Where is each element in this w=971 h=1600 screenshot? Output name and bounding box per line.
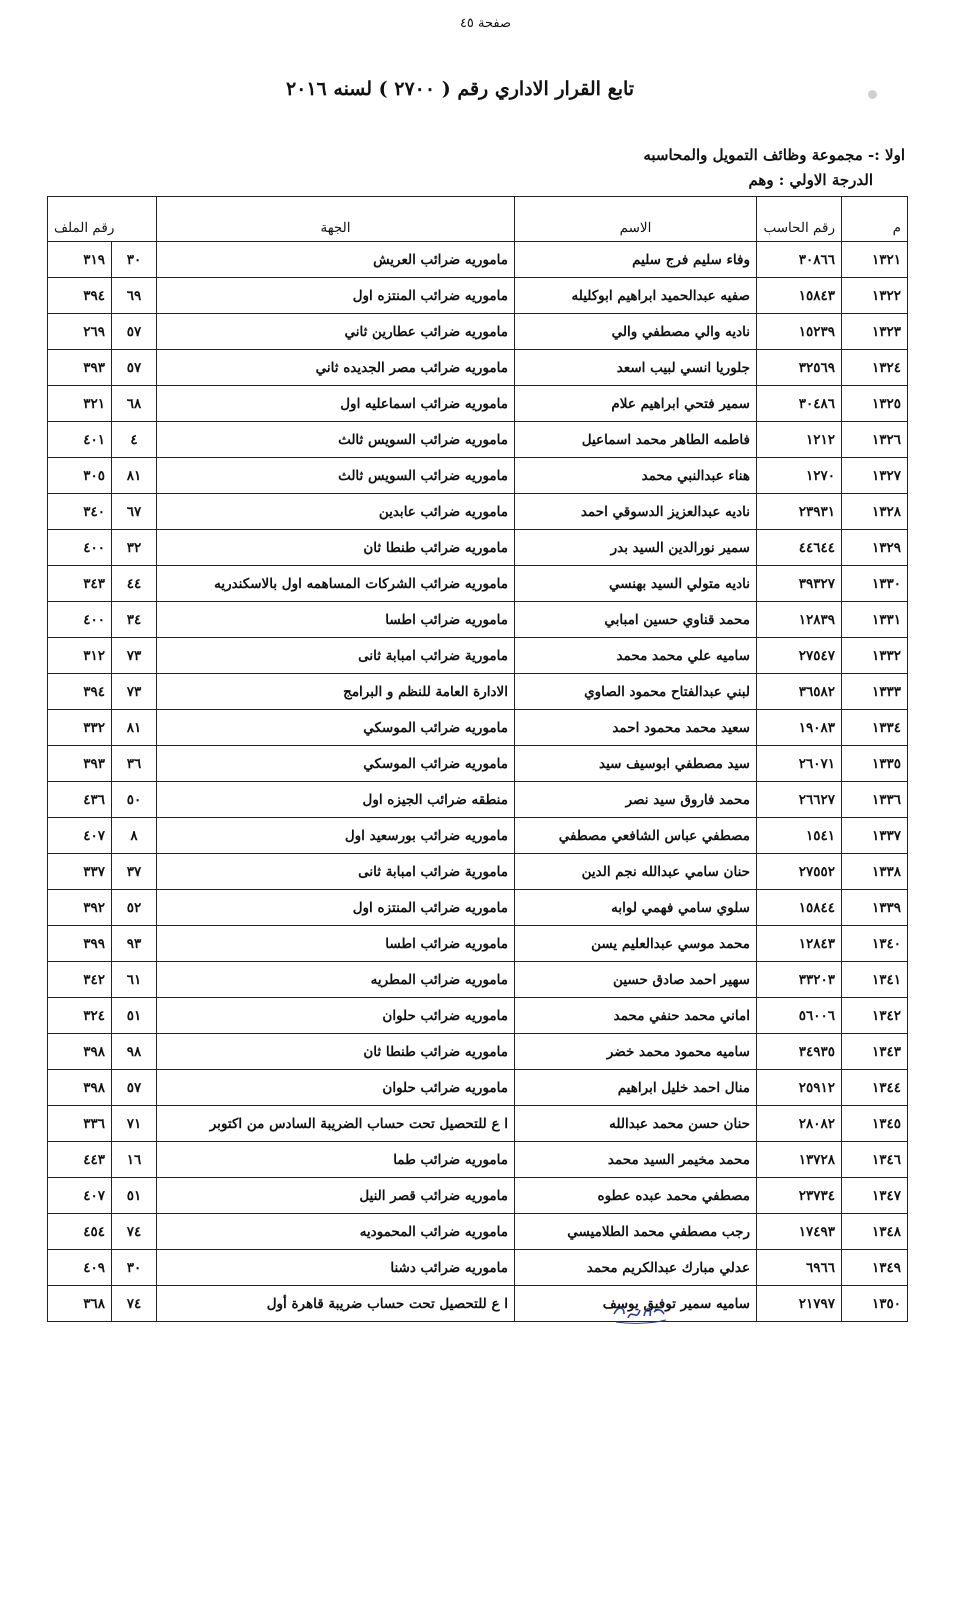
table-row: [48, 422, 908, 458]
cell-destination: مامورية ضرائب امبابة ثانى: [157, 854, 515, 890]
cell-serial: ١٣٢٦: [842, 422, 908, 458]
cell-file-number: ٣٠٥: [48, 458, 112, 494]
cell-serial: ١٣٣٠: [842, 566, 908, 602]
cell-serial: ١٣٤٧: [842, 1178, 908, 1214]
table-row: [48, 1070, 908, 1106]
cell-destination: ماموريه ضرائب الموسكي: [157, 710, 515, 746]
cell-name: حنان سامي عبدالله نجم الدين: [515, 854, 757, 890]
cell-serial: ١٣٢٧: [842, 458, 908, 494]
cell-computer-number: ٢٥٩١٢: [757, 1070, 842, 1106]
table-row: [48, 818, 908, 854]
cell-name: ساميه سمير توفيق يوسف: [515, 1286, 757, 1322]
cell-computer-number: ٢٣٩٣١: [757, 494, 842, 530]
cell-serial: ١٣٣٧: [842, 818, 908, 854]
cell-name: رجب مصطفي محمد الطلاميسي: [515, 1214, 757, 1250]
cell-destination: ماموريه ضرائب المنتزه اول: [157, 278, 515, 314]
cell-computer-number: ٥٦٠٠٦: [757, 998, 842, 1034]
cell-sub-number: ٥٢: [112, 890, 157, 926]
cell-computer-number: ٣٦٥٨٢: [757, 674, 842, 710]
cell-serial: ١٣٤٣: [842, 1034, 908, 1070]
cell-destination: ا ع للتحصيل تحت حساب الضريبة السادس من اكتوبر: [157, 1106, 515, 1142]
cell-name: منال احمد خليل ابراهيم: [515, 1070, 757, 1106]
cell-name: محمد موسي عبدالعليم يسن: [515, 926, 757, 962]
cell-sub-number: ٦٧: [112, 494, 157, 530]
employee-table: [47, 196, 908, 1322]
cell-sub-number: ٣٠: [112, 242, 157, 278]
cell-computer-number: ١٧٤٩٣: [757, 1214, 842, 1250]
cell-computer-number: ١٩٠٨٣: [757, 710, 842, 746]
cell-destination: ماموريه ضرائب السويس ثالث: [157, 422, 515, 458]
cell-destination: ماموريه ضرائب المطريه: [157, 962, 515, 998]
cell-serial: ١٣٣٨: [842, 854, 908, 890]
cell-computer-number: ٣٩٣٢٧: [757, 566, 842, 602]
cell-destination: ماموريه ضرائب عطارين ثاني: [157, 314, 515, 350]
table-row: [48, 1178, 908, 1214]
cell-sub-number: ٩٨: [112, 1034, 157, 1070]
cell-file-number: ٤٠٧: [48, 1178, 112, 1214]
table-row: [48, 314, 908, 350]
cell-name: هناء عبدالنبي محمد: [515, 458, 757, 494]
cell-name: حنان حسن محمد عبدالله: [515, 1106, 757, 1142]
cell-serial: ١٣٤١: [842, 962, 908, 998]
scan-mark: [868, 90, 877, 99]
table-row: [48, 566, 908, 602]
cell-sub-number: ٥٧: [112, 314, 157, 350]
cell-destination: ماموريه ضرائب قصر النيل: [157, 1178, 515, 1214]
cell-sub-number: ٧١: [112, 1106, 157, 1142]
cell-file-number: ٣٢١: [48, 386, 112, 422]
cell-sub-number: ٤: [112, 422, 157, 458]
cell-name: سمير فتحي ابراهيم علام: [515, 386, 757, 422]
cell-serial: ١٣٢١: [842, 242, 908, 278]
cell-name: مصطفي محمد عبده عطوه: [515, 1178, 757, 1214]
cell-name: محمد قناوي حسين امبابي: [515, 602, 757, 638]
cell-name: محمد فاروق سيد نصر: [515, 782, 757, 818]
cell-destination: ماموريه ضرائب مصر الجديده ثاني: [157, 350, 515, 386]
cell-computer-number: ١٢٨٣٩: [757, 602, 842, 638]
table-row: [48, 458, 908, 494]
cell-name: مصطفي عباس الشافعي مصطفي: [515, 818, 757, 854]
cell-computer-number: ٣٤٩٣٥: [757, 1034, 842, 1070]
cell-computer-number: ١٣٧٢٨: [757, 1142, 842, 1178]
cell-computer-number: ١٥٤١: [757, 818, 842, 854]
cell-destination: ماموريه ضرائب دشنا: [157, 1250, 515, 1286]
cell-sub-number: ٤٤: [112, 566, 157, 602]
cell-file-number: ٣٩٨: [48, 1034, 112, 1070]
cell-sub-number: ٣٦: [112, 746, 157, 782]
cell-file-number: ٤٤٣: [48, 1142, 112, 1178]
cell-file-number: ٣٣٦: [48, 1106, 112, 1142]
table-row: [48, 386, 908, 422]
cell-file-number: ٤٠٠: [48, 530, 112, 566]
cell-serial: ١٣٣٦: [842, 782, 908, 818]
cell-sub-number: ٦٨: [112, 386, 157, 422]
cell-sub-number: ٨١: [112, 710, 157, 746]
cell-file-number: ٤٠٩: [48, 1250, 112, 1286]
cell-file-number: ٣٩٤: [48, 278, 112, 314]
cell-destination: ماموريه ضرائب طنطا ثان: [157, 530, 515, 566]
cell-file-number: ٣٦٨: [48, 1286, 112, 1322]
cell-file-number: ٤٣٦: [48, 782, 112, 818]
table-row: [48, 710, 908, 746]
cell-destination: مامورية ضرائب امبابة ثانى: [157, 638, 515, 674]
cell-sub-number: ٧٣: [112, 638, 157, 674]
cell-name: سمير نورالدين السيد بدر: [515, 530, 757, 566]
header-file-number: رقم الملف: [48, 197, 157, 242]
cell-destination: منطقه ضرائب الجيزه اول: [157, 782, 515, 818]
cell-serial: ١٣٤٩: [842, 1250, 908, 1286]
cell-serial: ١٣٢٩: [842, 530, 908, 566]
cell-file-number: ٣٩٤: [48, 674, 112, 710]
cell-destination: ماموريه ضرائب الموسكي: [157, 746, 515, 782]
cell-serial: ١٣٥٠: [842, 1286, 908, 1322]
cell-name: سلوي سامي فهمي لوابه: [515, 890, 757, 926]
cell-name: عدلي مبارك عبدالكريم محمد: [515, 1250, 757, 1286]
cell-serial: ١٣٢٣: [842, 314, 908, 350]
cell-computer-number: ٢٦٦٢٧: [757, 782, 842, 818]
header-serial: م: [842, 197, 908, 242]
table-row: [48, 962, 908, 998]
cell-name: محمد مخيمر السيد محمد: [515, 1142, 757, 1178]
cell-destination: ماموريه ضرائب اسماعليه اول: [157, 386, 515, 422]
cell-destination: ماموريه ضرائب اطسا: [157, 602, 515, 638]
cell-sub-number: ٧٤: [112, 1286, 157, 1322]
cell-name: ناديه والي مصطفي والي: [515, 314, 757, 350]
cell-serial: ١٣٢٨: [842, 494, 908, 530]
cell-computer-number: ١٥٢٣٩: [757, 314, 842, 350]
table-row: [48, 1214, 908, 1250]
cell-computer-number: ١٢٨٤٣: [757, 926, 842, 962]
cell-sub-number: ٦٩: [112, 278, 157, 314]
cell-computer-number: ٢٨٠٨٢: [757, 1106, 842, 1142]
table-row: [48, 926, 908, 962]
cell-computer-number: ٢١٧٩٧: [757, 1286, 842, 1322]
cell-computer-number: ٣٢٥٦٩: [757, 350, 842, 386]
cell-destination: ماموريه ضرائب الشركات المساهمه اول بالاسكندريه: [157, 566, 515, 602]
table-row: [48, 638, 908, 674]
cell-serial: ١٣٢٥: [842, 386, 908, 422]
cell-serial: ١٣٤٢: [842, 998, 908, 1034]
table-row: [48, 350, 908, 386]
handwritten-signature: [610, 1298, 670, 1326]
cell-sub-number: ٧٤: [112, 1214, 157, 1250]
cell-file-number: ٣٩٨: [48, 1070, 112, 1106]
cell-sub-number: ٥١: [112, 1178, 157, 1214]
cell-sub-number: ٣٢: [112, 530, 157, 566]
cell-file-number: ٣٩٣: [48, 350, 112, 386]
cell-name: جلوريا انسي لبيب اسعد: [515, 350, 757, 386]
cell-sub-number: ٥١: [112, 998, 157, 1034]
group-heading: اولا :- مجموعة وظائف التمويل والمحاسبه: [643, 146, 905, 164]
table-row: [48, 242, 908, 278]
cell-computer-number: ٢٧٥٤٧: [757, 638, 842, 674]
table-row: [48, 1250, 908, 1286]
cell-name: سهير احمد صادق حسين: [515, 962, 757, 998]
cell-sub-number: ٧٣: [112, 674, 157, 710]
cell-serial: ١٣٤٠: [842, 926, 908, 962]
table-row: [48, 998, 908, 1034]
table-row: [48, 602, 908, 638]
cell-name: لبني عبدالفتاح محمود الصاوي: [515, 674, 757, 710]
blank-area: [0, 1358, 971, 1600]
cell-file-number: ٤٠١: [48, 422, 112, 458]
cell-destination: ماموريه ضرائب المحموديه: [157, 1214, 515, 1250]
table-row: [48, 746, 908, 782]
header-computer-number: رقم الحاسب: [757, 197, 842, 242]
cell-computer-number: ١٢٧٠: [757, 458, 842, 494]
cell-destination: ماموريه ضرائب بورسعيد اول: [157, 818, 515, 854]
cell-destination: ماموريه ضرائب حلوان: [157, 998, 515, 1034]
cell-computer-number: ٢٣٧٣٤: [757, 1178, 842, 1214]
cell-sub-number: ١٦: [112, 1142, 157, 1178]
cell-serial: ١٣٣٣: [842, 674, 908, 710]
cell-name: ساميه علي محمد محمد: [515, 638, 757, 674]
cell-file-number: ٣٤٣: [48, 566, 112, 602]
cell-computer-number: ١٥٨٤٣: [757, 278, 842, 314]
table-row: [48, 1286, 908, 1322]
cell-sub-number: ٨: [112, 818, 157, 854]
cell-destination: ماموريه ضرائب اطسا: [157, 926, 515, 962]
cell-sub-number: ٨١: [112, 458, 157, 494]
cell-serial: ١٣٤٤: [842, 1070, 908, 1106]
table-row: [48, 1142, 908, 1178]
cell-computer-number: ٣٠٤٨٦: [757, 386, 842, 422]
table-row: [48, 674, 908, 710]
cell-destination: ماموريه ضرائب حلوان: [157, 1070, 515, 1106]
table-row: [48, 890, 908, 926]
table-header-row: [48, 197, 908, 242]
cell-file-number: ٣١٢: [48, 638, 112, 674]
cell-computer-number: ٢٧٥٥٢: [757, 854, 842, 890]
cell-serial: ١٣٤٥: [842, 1106, 908, 1142]
cell-serial: ١٣٣٥: [842, 746, 908, 782]
cell-destination: ماموريه ضرائب المنتزه اول: [157, 890, 515, 926]
cell-serial: ١٣٢٢: [842, 278, 908, 314]
cell-serial: ١٣٤٨: [842, 1214, 908, 1250]
cell-file-number: ٣٩٣: [48, 746, 112, 782]
cell-file-number: ٣٤٢: [48, 962, 112, 998]
cell-computer-number: ٤٤٦٤٤: [757, 530, 842, 566]
cell-file-number: ٤٥٤: [48, 1214, 112, 1250]
cell-name: وفاء سليم فرج سليم: [515, 242, 757, 278]
header-name: الاسم: [515, 197, 757, 242]
cell-file-number: ٤٠٧: [48, 818, 112, 854]
table-row: [48, 854, 908, 890]
cell-sub-number: ٣٠: [112, 1250, 157, 1286]
degree-heading: الدرجة الاولي : وهم: [748, 171, 873, 189]
table-row: [48, 1034, 908, 1070]
cell-computer-number: ١٥٨٤٤: [757, 890, 842, 926]
header-destination: الجهة: [157, 197, 515, 242]
cell-destination: ماموريه ضرائب العريش: [157, 242, 515, 278]
table-body: [48, 242, 908, 1322]
table-row: [48, 782, 908, 818]
cell-computer-number: ٢٦٠٧١: [757, 746, 842, 782]
cell-sub-number: ٩٣: [112, 926, 157, 962]
cell-serial: ١٣٤٦: [842, 1142, 908, 1178]
cell-destination: ماموريه ضرائب طنطا ثان: [157, 1034, 515, 1070]
cell-serial: ١٣٢٤: [842, 350, 908, 386]
cell-destination: ماموريه ضرائب السويس ثالث: [157, 458, 515, 494]
cell-serial: ١٣٣٩: [842, 890, 908, 926]
cell-name: اماني محمد حنفي محمد: [515, 998, 757, 1034]
table-row: [48, 494, 908, 530]
cell-computer-number: ٣٣٢٠٣: [757, 962, 842, 998]
cell-sub-number: ٣٤: [112, 602, 157, 638]
cell-name: فاطمه الطاهر محمد اسماعيل: [515, 422, 757, 458]
cell-sub-number: ٣٧: [112, 854, 157, 890]
cell-file-number: ٣٣٢: [48, 710, 112, 746]
decree-title: تابع القرار الاداري رقم ( ٢٧٠٠ ) لسنه ٢٠١٦: [285, 78, 635, 100]
cell-destination: ماموريه ضرائب طما: [157, 1142, 515, 1178]
cell-destination: الادارة العامة للنظم و البرامج: [157, 674, 515, 710]
cell-file-number: ٣١٩: [48, 242, 112, 278]
cell-name: سيد مصطفي ابوسيف سيد: [515, 746, 757, 782]
cell-file-number: ٣٩٩: [48, 926, 112, 962]
cell-sub-number: ٥٧: [112, 1070, 157, 1106]
cell-computer-number: ١٢١٢: [757, 422, 842, 458]
cell-name: ناديه متولي السيد بهنسي: [515, 566, 757, 602]
table-row: [48, 1106, 908, 1142]
page-number: صفحة ٤٥: [459, 16, 512, 31]
cell-name: سعيد محمد محمود احمد: [515, 710, 757, 746]
cell-computer-number: ٦٩٦٦: [757, 1250, 842, 1286]
table-row: [48, 278, 908, 314]
cell-destination: ا ع للتحصيل تحت حساب ضريبة قاهرة أول: [157, 1286, 515, 1322]
cell-file-number: ٢٦٩: [48, 314, 112, 350]
cell-sub-number: ٥٠: [112, 782, 157, 818]
cell-file-number: ٣٩٢: [48, 890, 112, 926]
cell-serial: ١٣٣٤: [842, 710, 908, 746]
cell-sub-number: ٥٧: [112, 350, 157, 386]
cell-name: ناديه عبدالعزيز الدسوقي احمد: [515, 494, 757, 530]
cell-serial: ١٣٣١: [842, 602, 908, 638]
cell-file-number: ٣٤٠: [48, 494, 112, 530]
cell-computer-number: ٣٠٨٦٦: [757, 242, 842, 278]
cell-destination: ماموريه ضرائب عابدين: [157, 494, 515, 530]
cell-file-number: ٤٠٠: [48, 602, 112, 638]
cell-sub-number: ٦١: [112, 962, 157, 998]
cell-name: ساميه محمود محمد خضر: [515, 1034, 757, 1070]
cell-name: صفيه عبدالحميد ابراهيم ابوكليله: [515, 278, 757, 314]
cell-serial: ١٣٣٢: [842, 638, 908, 674]
cell-file-number: ٣٣٧: [48, 854, 112, 890]
table-row: [48, 530, 908, 566]
cell-file-number: ٣٢٤: [48, 998, 112, 1034]
